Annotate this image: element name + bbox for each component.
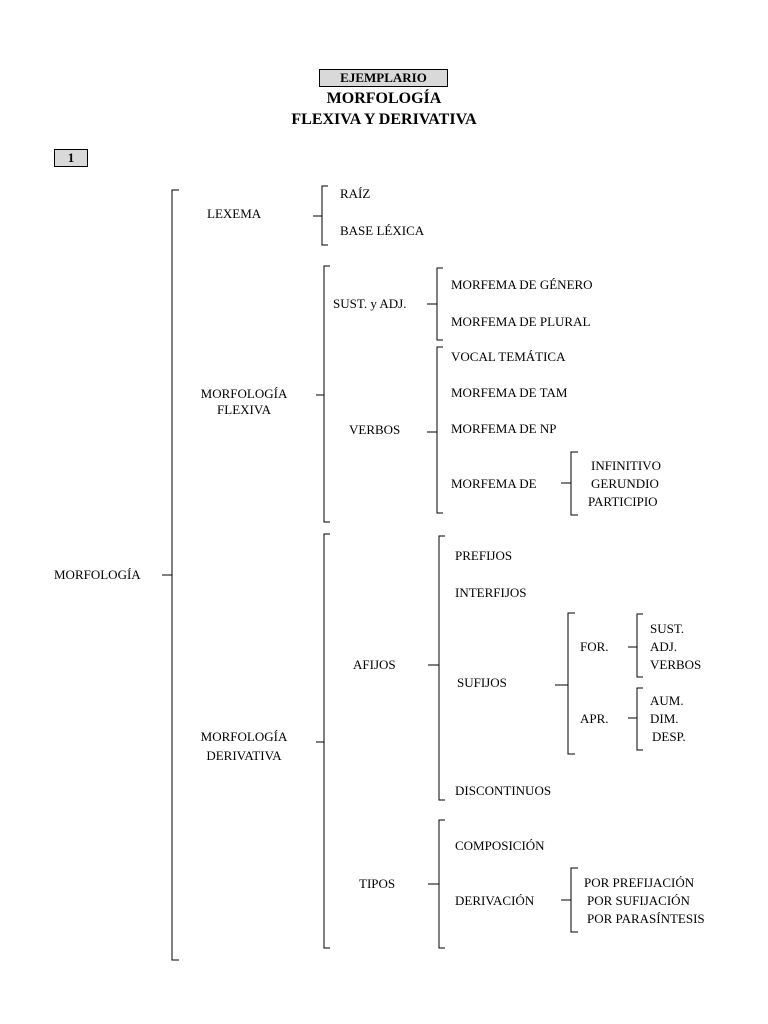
derivativa-label-line2: DERIVATIVA	[206, 748, 282, 763]
leaf-raiz: RAÍZ	[340, 186, 371, 201]
sust-adj-bracket	[427, 268, 443, 340]
root-bracket	[162, 190, 179, 960]
leaf-interfijos: INTERFIJOS	[455, 585, 527, 600]
node-apr: APR.	[580, 711, 609, 726]
title-line-2: FLEXIVA Y DERIVATIVA	[291, 111, 477, 128]
leaf-infinitivo: INFINITIVO	[591, 458, 662, 473]
flexiva-bracket	[316, 266, 330, 522]
leaf-vocal-tematica: VOCAL TEMÁTICA	[451, 349, 566, 364]
leaf-for-sust: SUST.	[650, 621, 685, 636]
node-morfologia-root: MORFOLOGÍA	[54, 567, 141, 582]
leaf-apr-dim: DIM.	[650, 711, 679, 726]
node-verbos: VERBOS	[349, 422, 401, 437]
node-morfologia-flexiva	[184, 386, 304, 418]
leaf-for-verbos: VERBOS	[650, 657, 702, 672]
leaf-prefijos: PREFIJOS	[455, 548, 513, 563]
apr-bracket	[628, 688, 643, 750]
leaf-gerundio: GERUNDIO	[591, 476, 659, 491]
derivativa-label-line1: MORFOLOGÍA	[200, 729, 288, 744]
leaf-morfema-genero: MORFEMA DE GÉNERO	[451, 277, 593, 292]
flexiva-label-line2: FLEXIVA	[217, 402, 271, 417]
leaf-apr-desp: DESP.	[652, 729, 686, 744]
for-bracket	[628, 614, 643, 677]
leaf-por-prefijacion: POR PREFIJACIÓN	[584, 875, 695, 890]
leaf-for-adj: ADJ.	[650, 639, 678, 654]
node-for: FOR.	[580, 639, 609, 654]
morfema-de-bracket	[561, 452, 578, 515]
node-sufijos: SUFIJOS	[457, 675, 507, 690]
derivacion-bracket	[561, 868, 578, 932]
leaf-morfema-plural: MORFEMA DE PLURAL	[451, 314, 591, 329]
lexema-bracket	[313, 186, 328, 245]
derivativa-bracket	[316, 534, 330, 948]
sufijos-bracket	[555, 613, 575, 754]
node-derivacion: DERIVACIÓN	[455, 893, 535, 908]
ejemplario-label: EJEMPLARIO	[319, 69, 448, 87]
leaf-apr-aum: AUM.	[650, 693, 684, 708]
exercise-number: 1	[54, 149, 88, 167]
leaf-morfema-np: MORFEMA DE NP	[451, 421, 557, 436]
afijos-bracket	[428, 536, 445, 800]
node-afijos: AFIJOS	[353, 657, 396, 672]
leaf-discontinuos: DISCONTINUOS	[455, 783, 552, 798]
node-morfologia-derivativa	[184, 729, 304, 764]
verbos-bracket	[427, 347, 443, 513]
node-sust-adj: SUST. y ADJ.	[333, 296, 407, 311]
leaf-morfema-tam: MORFEMA DE TAM	[451, 385, 568, 400]
leaf-por-parasintesis: POR PARASÍNTESIS	[587, 911, 705, 926]
leaf-por-sufijacion: POR SUFIJACIÓN	[587, 893, 690, 908]
leaf-base-lexica: BASE LÉXICA	[340, 223, 425, 238]
leaf-composicion: COMPOSICIÓN	[455, 838, 545, 853]
node-tipos: TIPOS	[359, 876, 396, 891]
node-morfema-de: MORFEMA DE	[451, 476, 537, 491]
tipos-bracket	[428, 820, 445, 948]
flexiva-label-line1: MORFOLOGÍA	[200, 386, 288, 401]
title-line-1: MORFOLOGÍA	[326, 90, 442, 107]
leaf-participio: PARTICIPIO	[588, 494, 658, 509]
node-lexema: LEXEMA	[207, 206, 262, 221]
